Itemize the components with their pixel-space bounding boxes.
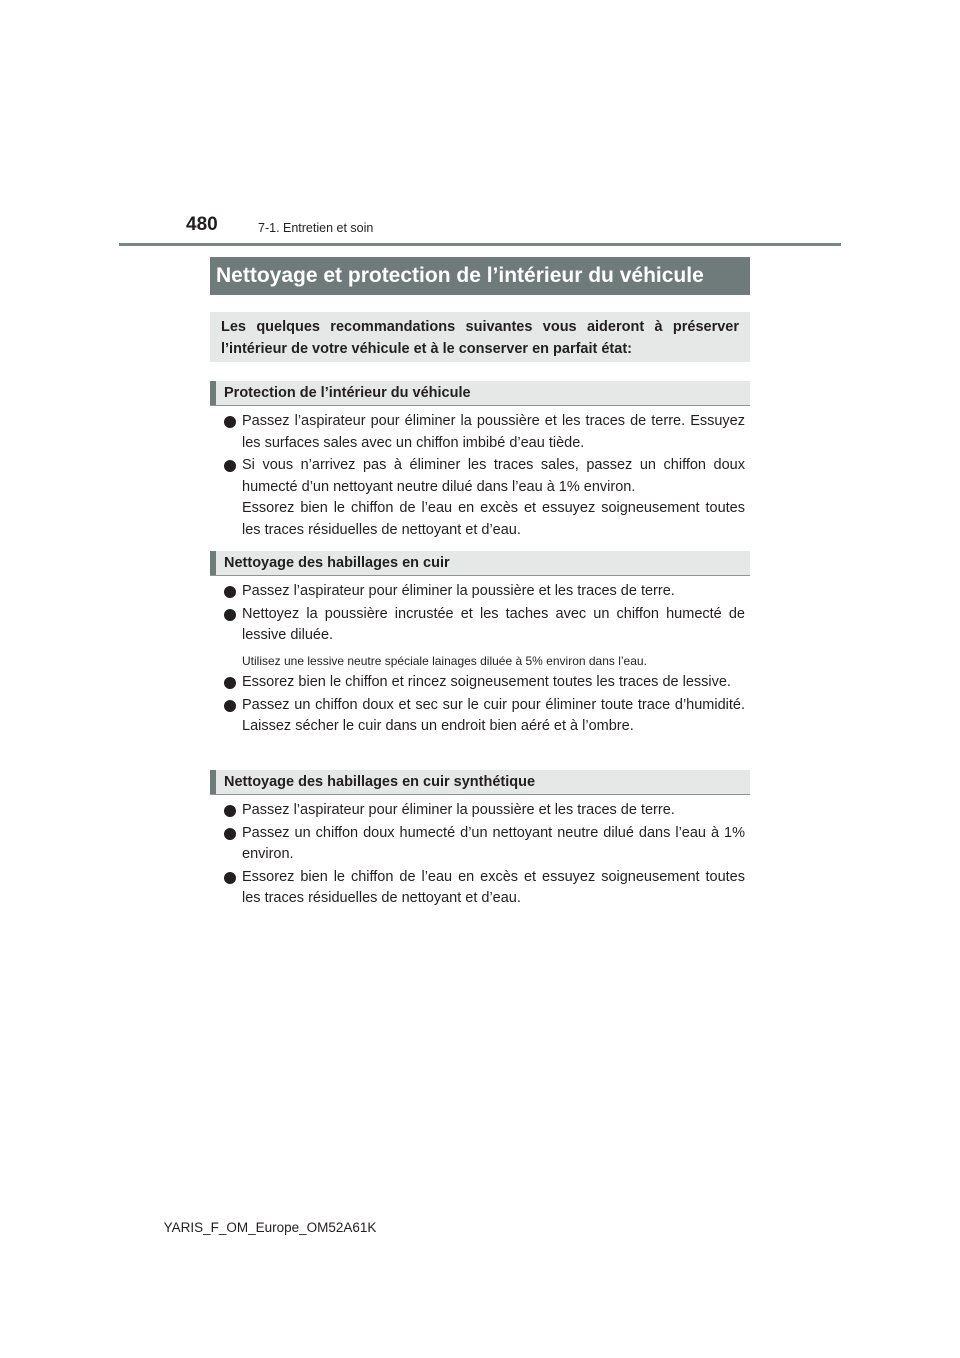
- bullet-icon: [224, 586, 236, 598]
- list-item-text: Passez l’aspirateur pour éliminer la poussière et les traces de terre.: [242, 583, 675, 599]
- section-heading-accent: [210, 551, 216, 575]
- list-item: [222, 800, 745, 822]
- list-item-text: Si vous n’arrivez pas à éliminer les traces sales, passez un chiffon doux humecté d’un nettoyant neutre dilué dans l’eau à 1% environ.: [242, 457, 745, 495]
- bullet-icon: [224, 805, 236, 817]
- bullet-icon: [224, 828, 236, 840]
- bullet-list-protection: [222, 411, 745, 542]
- section-label: 7-1. Entretien et soin: [258, 221, 374, 235]
- bullet-list-leather-continued: [222, 672, 745, 739]
- list-item: [222, 695, 745, 738]
- list-item: [222, 604, 745, 647]
- bullet-icon: [224, 677, 236, 689]
- section-heading-synthetic-leather: [210, 770, 750, 795]
- list-item-text: Essorez bien le chiffon et rincez soigneusement toutes les traces de lessive.: [242, 674, 731, 690]
- bullet-icon: [224, 872, 236, 884]
- section-heading-accent: [210, 770, 216, 794]
- bullet-icon: [224, 609, 236, 621]
- page-title: Nettoyage et protection de l’intérieur du véhicule: [210, 257, 750, 295]
- header-divider: [119, 243, 841, 246]
- list-item: [222, 411, 745, 454]
- list-item-text: Passez un chiffon doux et sec sur le cuir pour éliminer toute trace d’humidité. Laissez sécher le cuir dans un endroit bien aéré et à l’ombre.: [242, 696, 745, 734]
- page-number: 480: [186, 214, 218, 235]
- list-item-text: Nettoyez la poussière incrustée et les taches avec un chiffon humecté de lessive diluée.: [242, 605, 745, 643]
- list-item: [222, 672, 745, 694]
- note-text: Utilisez une lessive neutre spéciale lainages diluée à 5% environ dans l’eau.: [242, 654, 647, 668]
- bullet-icon: [224, 416, 236, 428]
- page-header: [0, 0, 960, 250]
- list-item-text: Passez un chiffon doux humecté d’un nettoyant neutre dilué dans l’eau à 1% environ.: [242, 824, 745, 862]
- section-heading-accent: [210, 381, 216, 405]
- section-heading-label: Nettoyage des habillages en cuir: [224, 555, 450, 571]
- document-code: YARIS_F_OM_Europe_OM52A61K: [163, 1220, 377, 1235]
- section-heading-label: Protection de l’intérieur du véhicule: [224, 385, 471, 401]
- bullet-list-leather: [222, 581, 745, 648]
- bullet-icon: [224, 460, 236, 472]
- section-heading-label: Nettoyage des habillages en cuir synthétique: [224, 774, 536, 790]
- list-item-text: Essorez bien le chiffon de l’eau en excès et essuyez soigneusement toutes les traces résiduelles de nettoyant et d’eau.: [242, 868, 745, 906]
- intro-box: Les quelques recommandations suivantes vous aideront à préserver l’intérieur de votre véhicule et à le conserver en parfait état:: [210, 312, 750, 362]
- section-heading-leather: [210, 551, 750, 576]
- section-heading-protection: [210, 381, 750, 406]
- list-item-text: Passez l’aspirateur pour éliminer la poussière et les traces de terre.: [242, 802, 675, 818]
- list-item: [222, 867, 745, 910]
- bullet-list-synthetic-leather: [222, 800, 745, 911]
- list-item: [222, 581, 745, 603]
- bullet-icon: [224, 700, 236, 712]
- list-item: [222, 455, 745, 541]
- list-item-text: Essorez bien le chiffon de l’eau en excès et essuyez soigneusement toutes les traces résiduelles de nettoyant et d’eau.: [242, 500, 745, 538]
- list-item-text: Passez l’aspirateur pour éliminer la poussière et les traces de terre. Essuyez les surfaces sales avec un chiffon imbibé d’eau tiède.: [242, 413, 745, 451]
- list-item: [222, 823, 745, 866]
